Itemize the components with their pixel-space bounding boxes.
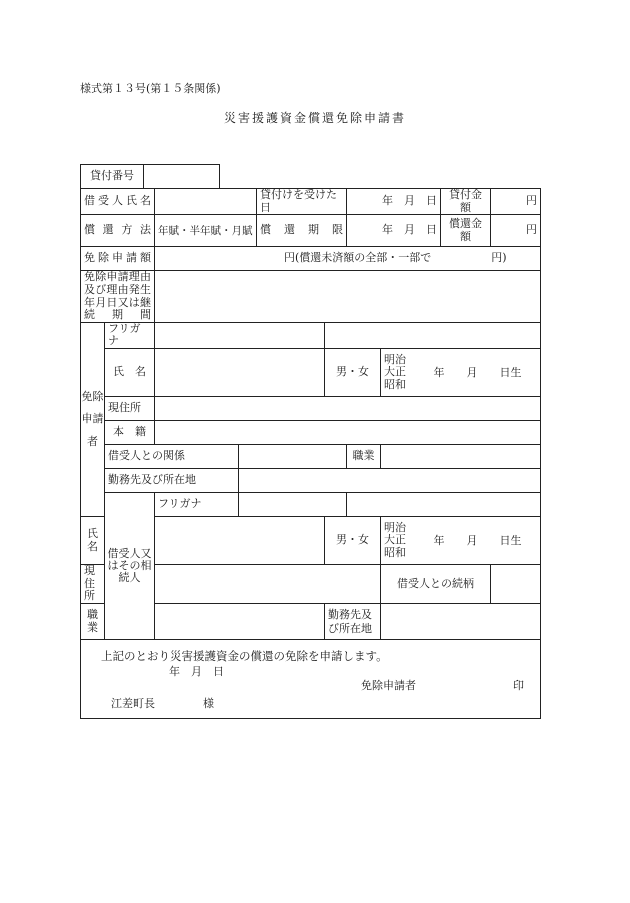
applicant-domicile-field[interactable] [155, 421, 541, 445]
heir-address-label: 現住所 [81, 565, 105, 604]
repayment-amount-field[interactable]: 円 [491, 215, 541, 247]
loan-amount-label: 貸付金額 [441, 189, 491, 215]
honorific: 様 [203, 697, 214, 711]
heir-era-taisho: 大正 [384, 533, 406, 547]
loan-number-label: 貸付番号 [81, 165, 144, 189]
heir-sex[interactable]: 男・女 [325, 517, 381, 565]
declaration-statement: 上記のとおり災害援護資金の償還の免除を申請します。 [101, 649, 388, 664]
heir-era-showa: 昭和 [384, 545, 406, 559]
applicant-furigana-extra[interactable] [325, 322, 541, 348]
applicant-era-meiji: 明治 [384, 352, 406, 366]
heir-workplace-field[interactable] [381, 604, 541, 640]
repayment-method-options[interactable]: 年賦・半年賦・月賦 [155, 215, 257, 247]
exemption-amount-text: 円(償還未済額の全部・一部で [284, 251, 432, 265]
exemption-amount-field[interactable] [155, 247, 541, 271]
heir-section-label: 借受人又はその相続人 [105, 493, 155, 640]
heir-relation-label: 借受人との続柄 [381, 565, 491, 604]
declaration-date: 年 月 日 [169, 665, 224, 679]
heir-furigana-label: フリガナ [155, 493, 239, 517]
applicant-occupation-label: 職業 [347, 445, 381, 469]
seal-mark: 印 [513, 679, 524, 693]
applicant-address-label: 現住所 [105, 397, 155, 421]
applicant-birth-field[interactable] [381, 349, 541, 397]
declaration-block [81, 640, 541, 719]
addressee: 江差町長 [111, 697, 155, 711]
loan-date-field[interactable]: 年 月 日 [347, 189, 441, 215]
exemption-reason-field[interactable] [155, 271, 541, 323]
applicant-workplace-field[interactable] [239, 469, 541, 493]
applicant-era-taisho: 大正 [384, 365, 406, 379]
heir-birthdate: 年 月 日生 [433, 533, 522, 547]
heir-era-list [384, 522, 406, 560]
applicant-address-field[interactable] [155, 397, 541, 421]
heir-birth-field[interactable] [381, 517, 541, 565]
exemption-reason-label: 免除申請理由及び理由発生年月日又は継続期間 [81, 271, 155, 323]
applicant-relation-field[interactable] [239, 445, 347, 469]
document-title: 災害援護資金償還免除申請書 [223, 111, 406, 125]
loan-date-label: 貸付けを受けた日 [257, 189, 347, 215]
heir-relation-field[interactable] [491, 565, 541, 604]
repayment-deadline-label: 償 還 期 限 [257, 215, 347, 247]
borrower-name-field[interactable] [155, 189, 257, 215]
repayment-method-label: 償 還 方 法 [81, 215, 155, 247]
loan-amount-field[interactable]: 円 [491, 189, 541, 215]
application-form-table [80, 188, 541, 719]
applicant-furigana-label: フリガナ [105, 322, 155, 348]
exemption-amount-tail: 円) [491, 251, 507, 265]
applicant-era-list [384, 354, 406, 392]
applicant-name-label: 氏 名 [105, 349, 155, 397]
applicant-name-field[interactable] [155, 349, 325, 397]
heir-era-meiji: 明治 [384, 520, 406, 534]
exemption-amount-label: 免除申請額 [81, 247, 155, 271]
applicant-workplace-label: 勤務先及び所在地 [105, 469, 239, 493]
applicant-sex[interactable]: 男・女 [325, 349, 381, 397]
applicant-era-showa: 昭和 [384, 377, 406, 391]
applicant-furigana-field[interactable] [155, 322, 325, 348]
applicant-section-label: 免除申請者 [81, 322, 105, 516]
heir-occupation-field[interactable] [155, 604, 325, 640]
heir-furigana-extra[interactable] [347, 493, 541, 517]
form-number: 様式第１３号(第１５条関係) [80, 82, 221, 95]
applicant-birthdate: 年 月 日生 [433, 365, 522, 379]
applicant-relation-label: 借受人との関係 [105, 445, 239, 469]
applicant-occupation-field[interactable] [381, 445, 541, 469]
loan-number-table [80, 164, 220, 189]
heir-workplace-label: 勤務先及び所在地 [325, 604, 381, 640]
declaration-applicant-label: 免除申請者 [361, 679, 416, 693]
borrower-name-label: 借受人氏名 [81, 189, 155, 215]
applicant-domicile-label: 本 籍 [105, 421, 155, 445]
heir-occupation-label: 職 業 [81, 604, 105, 640]
heir-address-field[interactable] [155, 565, 381, 604]
heir-name-label: 氏 名 [81, 517, 105, 565]
repayment-deadline-field[interactable]: 年 月 日 [347, 215, 441, 247]
heir-furigana-field[interactable] [239, 493, 347, 517]
heir-name-field[interactable] [155, 517, 325, 565]
repayment-amount-label: 償還金額 [441, 215, 491, 247]
loan-number-field[interactable] [144, 165, 220, 189]
